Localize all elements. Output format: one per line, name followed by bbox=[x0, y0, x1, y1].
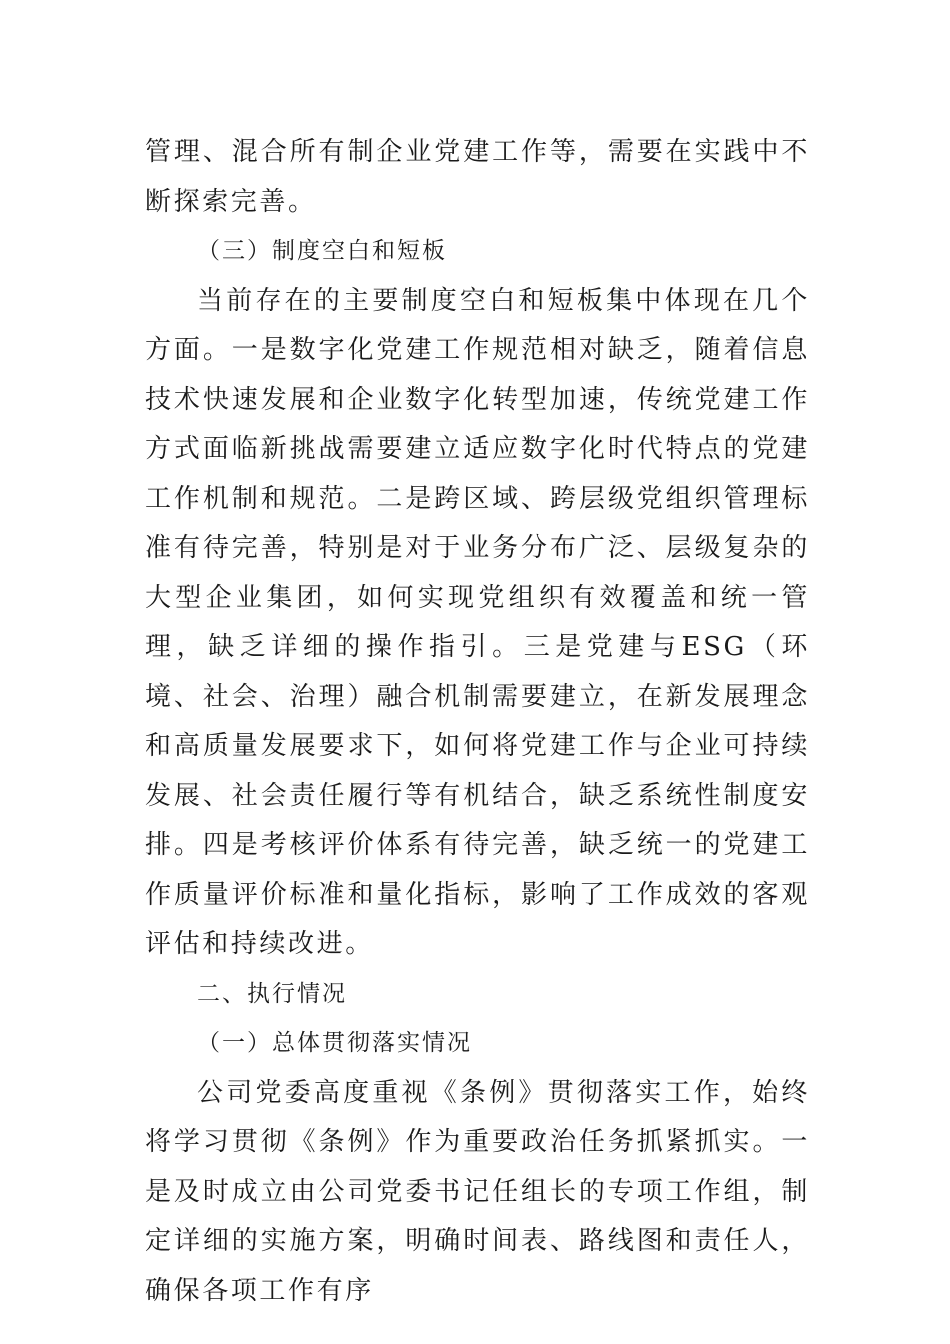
subheading-overall-implementation: （一）总体贯彻落实情况 bbox=[197, 1030, 472, 1056]
paragraph-institutional-gaps: 当前存在的主要制度空白和短板集中体现在几个方面。一是数字化党建工作规范相对缺乏，随着信息技术快速发展和企业数字化转型加速，传统党建工作方式面临新挑战需要建立适应数字化时代特点的党建工作机制和规范。二是跨区域、跨层级党组织管理标准有待完善，特别是对于业务分布广泛、层级复杂的大型企业集团，如何实现党组织有效覆盖和统一管理，缺乏详细的操作指引。三是党建与ESG（环境、社会、治理）融合机制需要建立，在新发展理念和高质量发展要求下，如何将党建工作与企业可持续发展、社会责任履行等有机结合，缺乏系统性制度安排。四是考核评价体系有待完善，缺乏统一的党建工作质量评价标准和量化指标，影响了工作成效的客观评估和持续改进。 bbox=[145, 285, 810, 959]
subheading-institutional-gaps: （三）制度空白和短板 bbox=[197, 238, 447, 264]
document-body bbox=[145, 128, 810, 1316]
paragraph-continuation: 管理、混合所有制企业党建工作等，需要在实践中不断探索完善。 bbox=[145, 137, 810, 217]
paragraph-overall-implementation: 公司党委高度重视《条例》贯彻落实工作，始终将学习贯彻《条例》作为重要政治任务抓紧抓实。一是及时成立由公司党委书记任组长的专项工作组，制定详细的实施方案，明确时间表、路线图和责任人，确保各项工作有序 bbox=[145, 1077, 810, 1306]
section-heading-implementation: 二、执行情况 bbox=[197, 980, 347, 1007]
